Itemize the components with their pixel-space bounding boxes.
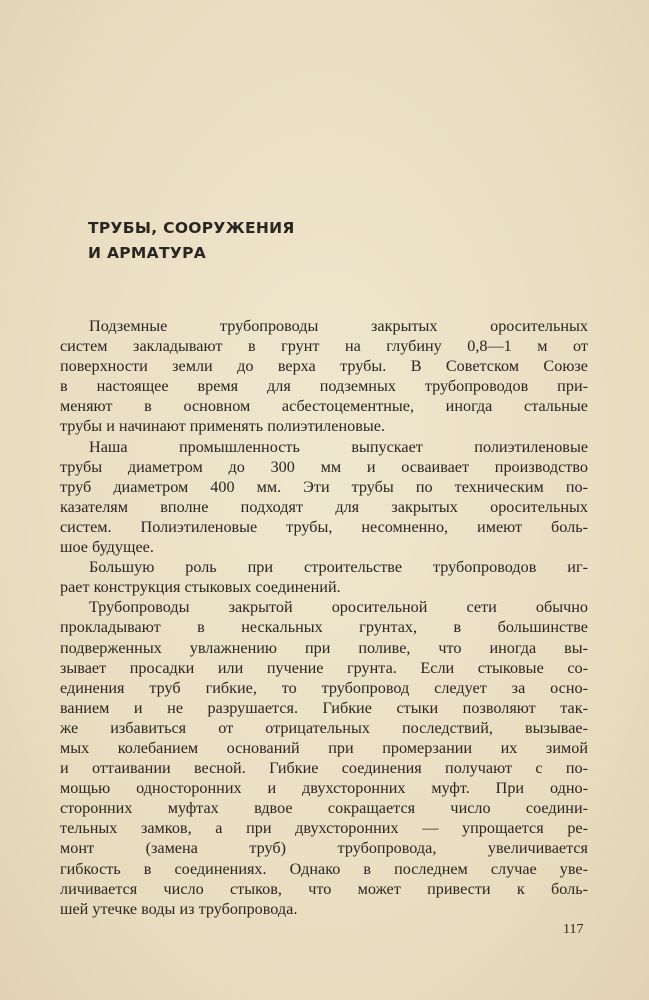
text-line: систем. Полиэтиленовые трубы, несомненно, имеют боль- (60, 517, 588, 536)
text-line: единения труб гибкие, то трубопровод следует за осно- (60, 678, 588, 697)
text-line: Подземные трубопроводы закрытых оросительных (89, 317, 588, 335)
text-line: Трубопроводы закрытой оросительной сети обычно (89, 598, 588, 617)
section-heading (88, 216, 295, 266)
page-number: 117 (563, 922, 584, 937)
text-line: Большую роль при строительстве трубопроводов иг- (89, 558, 588, 577)
text-line: мых колебанием оснований при промерзании их зимой (60, 738, 588, 757)
text-line: и оттаивании весной. Гибкие соединения получают с по- (60, 759, 588, 778)
text-line: казателям вполне подходят для закрытых оросительных (60, 497, 588, 516)
text-line: систем закладывают в грунт на глубину 0,8—1 м от (60, 337, 588, 356)
text-line: зывает просадки или пучение грунта. Если стыковые со- (60, 658, 588, 677)
text-line: поверхности земли до верха трубы. В Советском Союзе (60, 357, 588, 376)
paragraph (60, 557, 588, 597)
text-line: мощью односторонних и двухсторонних муфт. При одно- (60, 779, 588, 798)
section-heading-line-2: И АРМАТУРА (88, 244, 207, 262)
text-line: в настоящее время для подземных трубопроводов при- (60, 377, 588, 396)
paragraph (60, 597, 588, 919)
text-line: шей утечке воды из трубопровода. (60, 899, 298, 918)
text-line: меняют в основном асбестоцементные, иногда стальные (60, 397, 588, 416)
text-line: монт (замена труб) трубопровода, увеличивается (60, 839, 588, 858)
text-line: трубы диаметром до 300 мм и осваивает производство (60, 457, 588, 476)
text-line: рает конструкция стыковых соединений. (60, 578, 341, 597)
paragraph (60, 437, 588, 558)
text-line: подверженных увлажнению при поливе, что иногда вы- (60, 638, 588, 657)
text-line: личивается число стыков, что может привести к боль- (60, 879, 588, 898)
text-line: трубы и начинают применять полиэтиленовые. (60, 417, 385, 436)
text-line: же избавиться от отрицательных последствий, вызывае- (60, 718, 588, 737)
text-line: сторонних муфтах вдвое сокращается число соедини- (60, 799, 588, 818)
text-line: прокладывают в нескальных грунтах, в большинстве (60, 618, 588, 637)
text-line: тельных замков, а при двухсторонних — упрощается ре- (60, 819, 588, 838)
body-text (60, 316, 588, 919)
text-line: Наша промышленность выпускает полиэтиленовые (89, 437, 588, 456)
text-line: гибкость в соединениях. Однако в последнем случае уве- (60, 859, 588, 878)
section-heading-line-1: ТРУБЫ, СООРУЖЕНИЯ (88, 219, 295, 237)
text-line: труб диаметром 400 мм. Эти трубы по техническим по- (60, 477, 588, 496)
paragraph (60, 316, 588, 437)
text-line: ванием и не разрушается. Гибкие стыки позволяют так- (60, 698, 588, 717)
text-line: шое будущее. (60, 538, 154, 557)
